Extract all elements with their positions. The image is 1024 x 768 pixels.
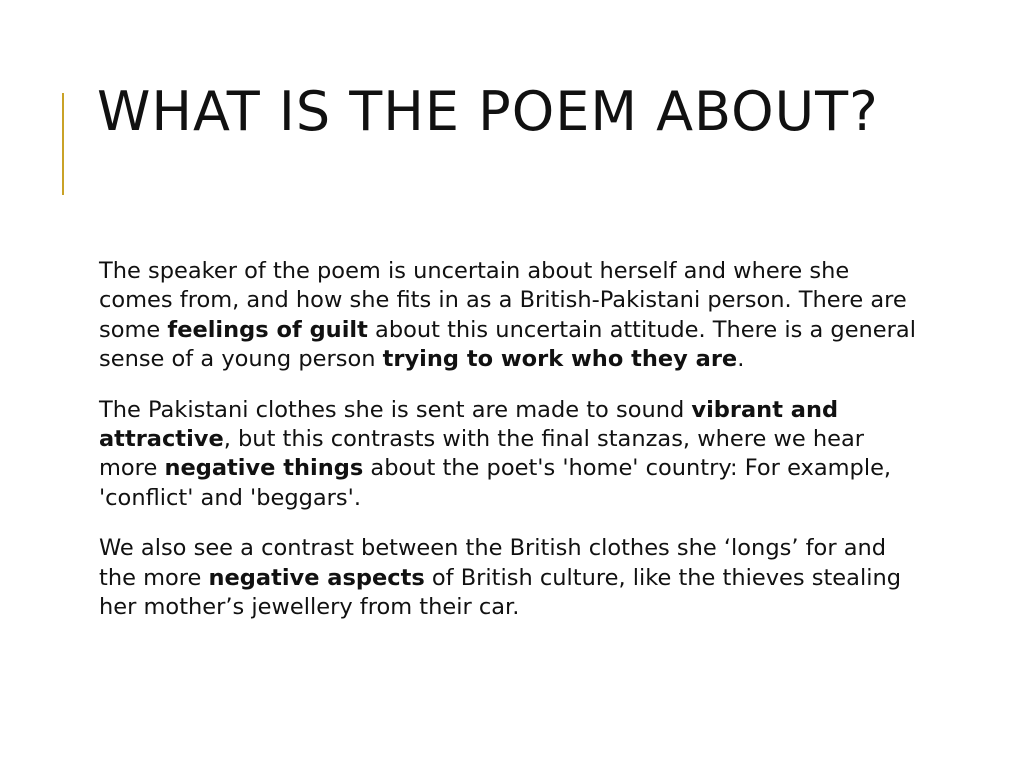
bold-phrase: negative aspects <box>208 564 425 591</box>
bold-phrase: negative things <box>164 455 364 482</box>
paragraph-3 <box>99 534 929 622</box>
bold-phrase: vibrant and attractive <box>99 396 839 453</box>
bold-phrase: feelings of guilt <box>167 316 368 343</box>
slide-title: WHAT IS THE POEM ABOUT? <box>97 80 879 143</box>
paragraph-text: The Pakistani clothes she is sent are made to sound <box>99 396 692 423</box>
slide-body <box>99 257 929 643</box>
paragraph-2 <box>99 396 929 514</box>
paragraph-text: of British culture, like the thieves stealing her mother’s jewellery from their car. <box>99 564 901 621</box>
paragraph-text: about the poet's 'home' country: For example, 'conflict' and 'beggars'. <box>99 455 892 511</box>
paragraph-text: The speaker of the poem is uncertain about herself and where she comes from, and how she fits in as a British-Pakistani person. There are some <box>99 258 907 343</box>
paragraph-text: . <box>737 346 745 373</box>
paragraph-text: about this uncertain attitude. There is a general sense of a young person <box>99 316 916 373</box>
paragraph-text: We also see a contrast between the British clothes she ‘longs’ for and the more <box>99 535 887 591</box>
title-accent-bar <box>62 93 64 195</box>
bold-phrase: trying to work who they are <box>382 346 738 373</box>
paragraph-1 <box>99 257 929 375</box>
paragraph-text: , but this contrasts with the final stanzas, where we hear more <box>99 426 865 482</box>
